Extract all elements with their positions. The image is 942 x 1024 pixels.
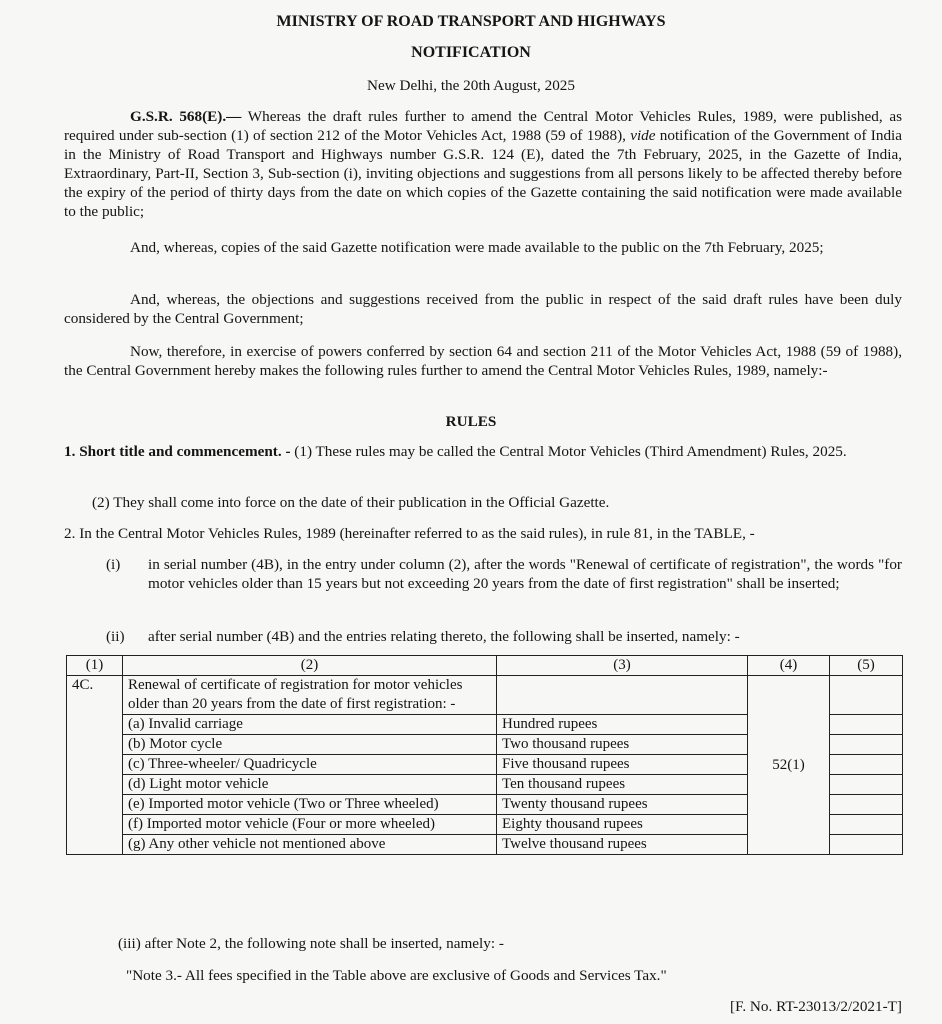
column-header: (4) <box>748 656 830 676</box>
column-5-cell <box>830 755 903 775</box>
file-number: [F. No. RT-23013/2/2021-T] <box>730 998 902 1015</box>
column-header: (1) <box>67 656 123 676</box>
column-header: (3) <box>497 656 748 676</box>
rule-1-clause-2: (2) They shall come into force on the date of their publication in the Official Gazette. <box>92 494 610 511</box>
description-cell: (d) Light motor vehicle <box>123 775 497 795</box>
column-5-cell <box>830 676 903 715</box>
description-cell: (b) Motor cycle <box>123 735 497 755</box>
vide-italic: vide <box>630 127 656 144</box>
clause-ii-text: after serial number (4B) and the entries relating thereto, the following shall be inserted, namely: - <box>148 628 740 645</box>
fee-cell: Two thousand rupees <box>497 735 748 755</box>
paragraph-text: Whereas the draft rules further to amend the Central Motor Vehicles Rules, 1989, were published, as required under sub-section (1) of section 212 of the Motor Vehicles Act, 1988 (59 of 1988), <box>64 108 903 144</box>
preamble-paragraph-2 <box>64 238 902 257</box>
preamble-paragraph-3 <box>64 290 902 328</box>
fee-cell: Ten thousand rupees <box>497 775 748 795</box>
notification-heading: NOTIFICATION <box>411 44 531 61</box>
column-5-cell <box>830 835 903 855</box>
ministry-title: MINISTRY OF ROAD TRANSPORT AND HIGHWAYS <box>276 13 666 30</box>
fee-cell: Five thousand rupees <box>497 755 748 775</box>
clause-i-label: (i) <box>106 556 121 573</box>
column-5-cell <box>830 775 903 795</box>
serial-number-cell: 4C. <box>67 676 123 855</box>
rule-1 <box>64 442 902 461</box>
intro-description-cell: Renewal of certificate of registration for motor vehicles older than 20 years from the date of first registration: - <box>123 676 497 715</box>
column-5-cell <box>830 715 903 735</box>
clause-iii: (iii) after Note 2, the following note shall be inserted, namely: - <box>118 935 504 952</box>
rule-1-text: (1) These rules may be called the Central Motor Vehicles (Third Amendment) Rules, 2025. <box>290 443 847 460</box>
description-cell: (g) Any other vehicle not mentioned above <box>123 835 497 855</box>
paragraph-text: Now, therefore, in exercise of powers conferred by section 64 and section 211 of the Motor Vehicles Act, 1988 (59 of 1988), the Central Government hereby makes the following rules further to amend the Central Motor Vehicles Rules, 1989, namely:- <box>64 343 902 379</box>
fee-cell: Hundred rupees <box>497 715 748 735</box>
column-5-cell <box>830 735 903 755</box>
description-cell: (e) Imported motor vehicle (Two or Three wheeled) <box>123 795 497 815</box>
fee-cell: Twelve thousand rupees <box>497 835 748 855</box>
description-cell: (a) Invalid carriage <box>123 715 497 735</box>
description-cell: (f) Imported motor vehicle (Four or more wheeled) <box>123 815 497 835</box>
rule-1-title: 1. Short title and commencement. - <box>64 443 291 460</box>
note-3: "Note 3.- All fees specified in the Table above are exclusive of Goods and Services Tax." <box>126 967 667 984</box>
column-5-cell <box>830 795 903 815</box>
column-4-cell: 52(1) <box>748 676 830 855</box>
paragraph-text: And, whereas, copies of the said Gazette notification were made available to the public on the 7th February, 2025; <box>130 239 824 256</box>
fee-cell <box>497 676 748 715</box>
paragraph-text: And, whereas, the objections and suggestions received from the public in respect of the said draft rules have been duly considered by the Central Government; <box>64 291 902 327</box>
paragraph-text: notification of the Government of India in the Ministry of Road Transport and Highways number G.S.R. 124 (E), dated the 7th February, 2025, in the Gazette of India, Extraordinary, Part-II, Section 3, Sub-section (i), inviting objections and suggestions from all persons likely to be affected thereby before the expiry of the period of thirty days from the date on which copies of the Gazette containing the said notification were made available to the public; <box>64 127 902 220</box>
fee-cell: Eighty thousand rupees <box>497 815 748 835</box>
notification-date: New Delhi, the 20th August, 2025 <box>367 77 575 94</box>
preamble-paragraph-1 <box>64 107 902 221</box>
clause-ii-label: (ii) <box>106 628 125 645</box>
preamble-paragraph-4 <box>64 342 902 380</box>
fee-table <box>66 655 903 855</box>
description-cell: (c) Three-wheeler/ Quadricycle <box>123 755 497 775</box>
table-row <box>67 676 903 715</box>
gsr-number: G.S.R. 568(E).— <box>130 108 242 125</box>
fee-cell: Twenty thousand rupees <box>497 795 748 815</box>
column-5-cell <box>830 815 903 835</box>
rule-2: 2. In the Central Motor Vehicles Rules, 1989 (hereinafter referred to as the said rules), in rule 81, in the TABLE, - <box>64 525 755 542</box>
clause-i-text: in serial number (4B), in the entry under column (2), after the words "Renewal of certificate of registration", the words "for motor vehicles older than 15 years but not exceeding 20 years from the date of first registration" shall be inserted; <box>148 556 902 592</box>
rules-heading: RULES <box>445 413 497 430</box>
table-header-row <box>67 656 903 676</box>
column-header: (5) <box>830 656 903 676</box>
column-header: (2) <box>123 656 497 676</box>
